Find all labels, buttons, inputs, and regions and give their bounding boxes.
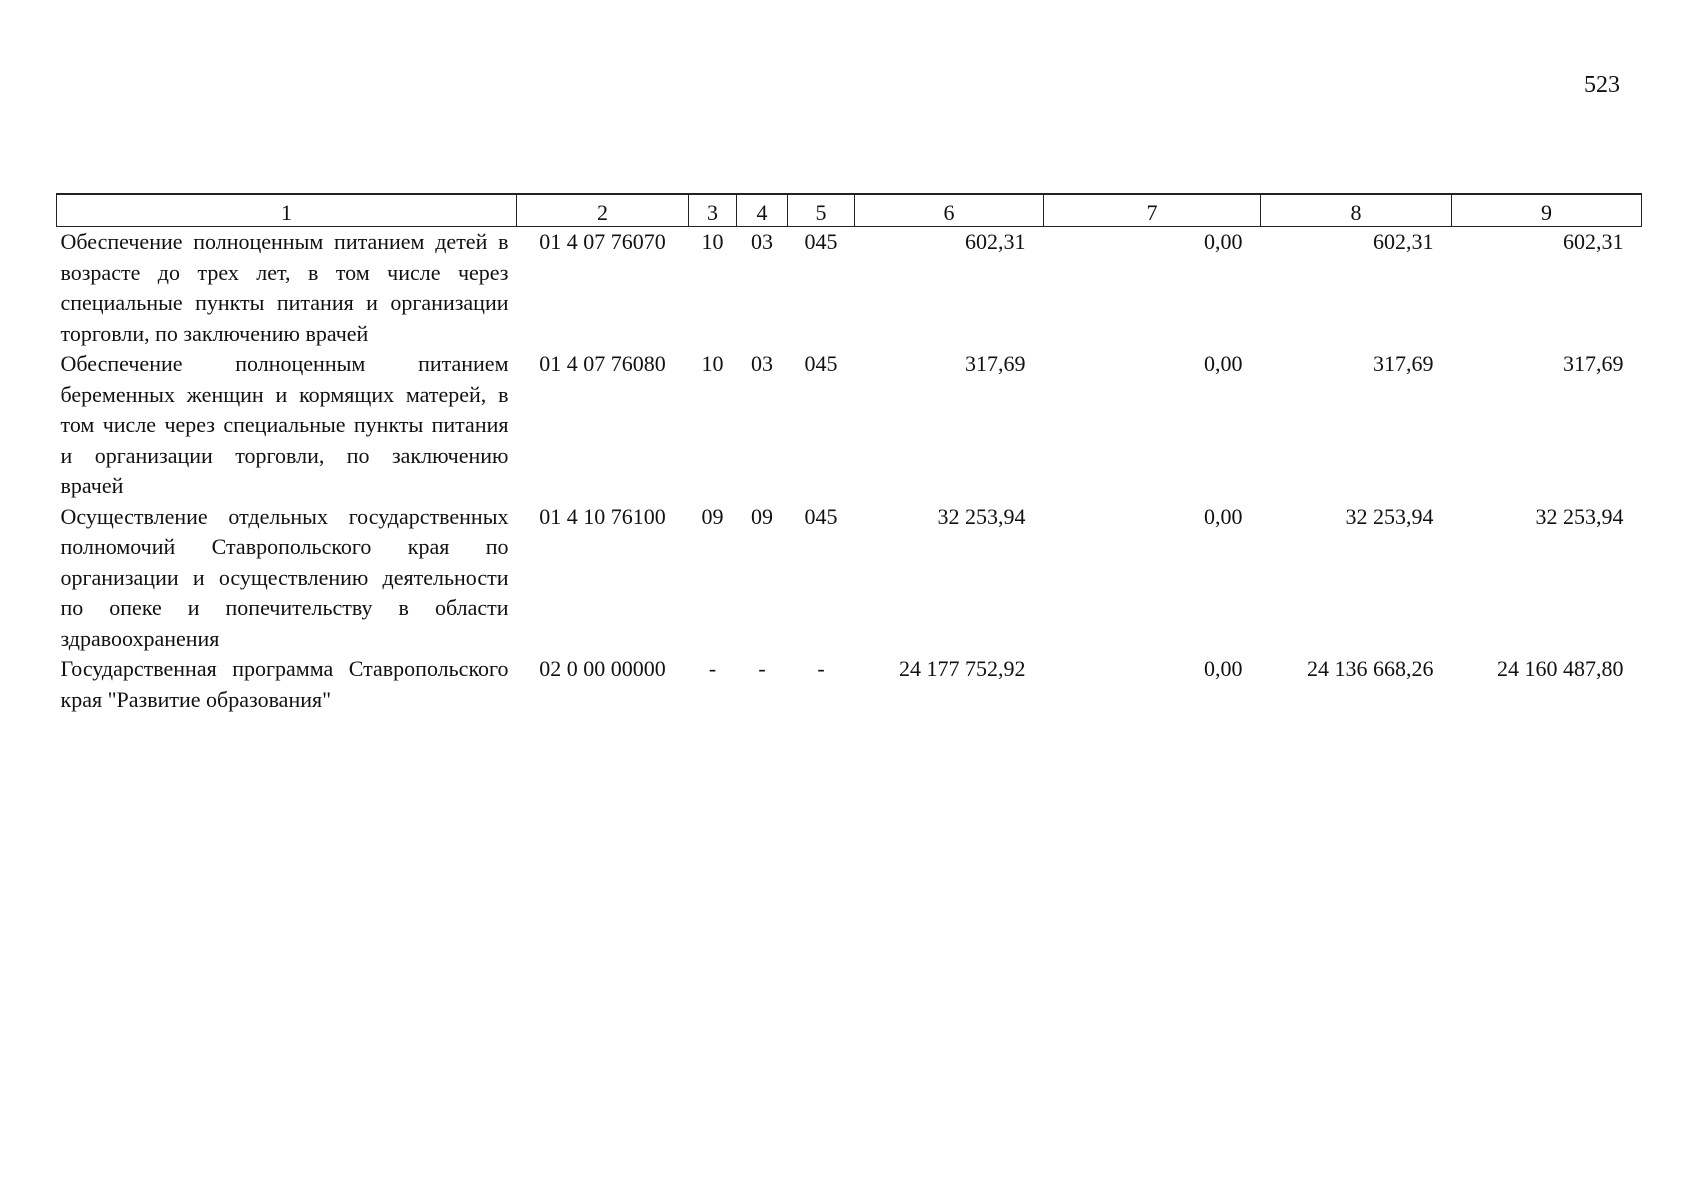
row-code: 01 4 07 76070 xyxy=(539,229,666,254)
header-col-9: 9 xyxy=(1452,194,1642,227)
row-code: 01 4 10 76100 xyxy=(539,503,666,529)
row-col-8: 32 253,94 xyxy=(1345,503,1434,529)
table-header-row xyxy=(57,194,1642,227)
header-col-2: 2 xyxy=(517,194,689,227)
row-col-7: 0,00 xyxy=(1204,656,1243,681)
row-col-6: 32 253,94 xyxy=(937,503,1026,529)
row-col-8: 317,69 xyxy=(1373,351,1434,376)
row-col-7: 0,00 xyxy=(1204,351,1243,376)
row-col-7: 0,00 xyxy=(1204,229,1243,254)
header-col-8: 8 xyxy=(1261,194,1452,227)
row-col-3: 10 xyxy=(701,229,724,254)
row-col-5: 045 xyxy=(804,503,838,529)
row-col-3: 09 xyxy=(701,503,724,529)
row-col-5: 045 xyxy=(804,229,838,254)
budget-table xyxy=(56,193,1642,715)
table-row xyxy=(57,349,1642,502)
header-col-1: 1 xyxy=(57,194,517,227)
header-col-7: 7 xyxy=(1044,194,1261,227)
row-name: Государственная программа Ставропольского края "Развитие образования" xyxy=(60,656,509,712)
row-code: 01 4 07 76080 xyxy=(539,351,666,376)
row-col-6: 602,31 xyxy=(965,229,1026,254)
table-row xyxy=(57,502,1642,655)
row-col-6: 24 177 752,92 xyxy=(899,656,1026,681)
table-row xyxy=(57,654,1642,715)
row-col-3: 10 xyxy=(701,351,724,376)
row-col-3: - xyxy=(708,656,717,681)
row-name: Обеспечение полноценным питанием детей в возрасте до трех лет, в том числе через специальные пункты питания и организации торговли, по заключению врачей xyxy=(60,229,509,346)
header-col-4: 4 xyxy=(737,194,788,227)
row-name: Осуществление отдельных государственных полномочий Ставропольского края по организации и осуществлению деятельности по опеке и попечительству в области здравоохранения xyxy=(60,503,509,651)
row-col-8: 602,31 xyxy=(1373,229,1434,254)
row-col-5: - xyxy=(817,656,825,681)
row-col-7: 0,00 xyxy=(1204,503,1243,529)
header-col-6: 6 xyxy=(855,194,1044,227)
header-col-3: 3 xyxy=(689,194,737,227)
row-col-9: 24 160 487,80 xyxy=(1497,656,1624,681)
row-col-5: 045 xyxy=(804,351,838,376)
page-number: 523 xyxy=(1584,72,1620,98)
row-name: Обеспечение полноценным питанием беременных женщин и кормящих матерей, в том числе через специальные пункты питания и организации торговли, по заключению врачей xyxy=(60,351,509,498)
row-col-9: 317,69 xyxy=(1563,351,1624,376)
row-col-9: 602,31 xyxy=(1563,229,1624,254)
header-col-5: 5 xyxy=(788,194,855,227)
row-col-4: 03 xyxy=(751,229,773,254)
row-col-6: 317,69 xyxy=(965,351,1026,376)
table-row xyxy=(57,227,1642,350)
row-col-8: 24 136 668,26 xyxy=(1307,656,1434,681)
row-col-4: - xyxy=(758,656,766,681)
row-col-4: 09 xyxy=(751,503,773,529)
row-col-9: 32 253,94 xyxy=(1535,503,1624,529)
row-code: 02 0 00 00000 xyxy=(539,656,666,681)
row-col-4: 03 xyxy=(751,351,773,376)
